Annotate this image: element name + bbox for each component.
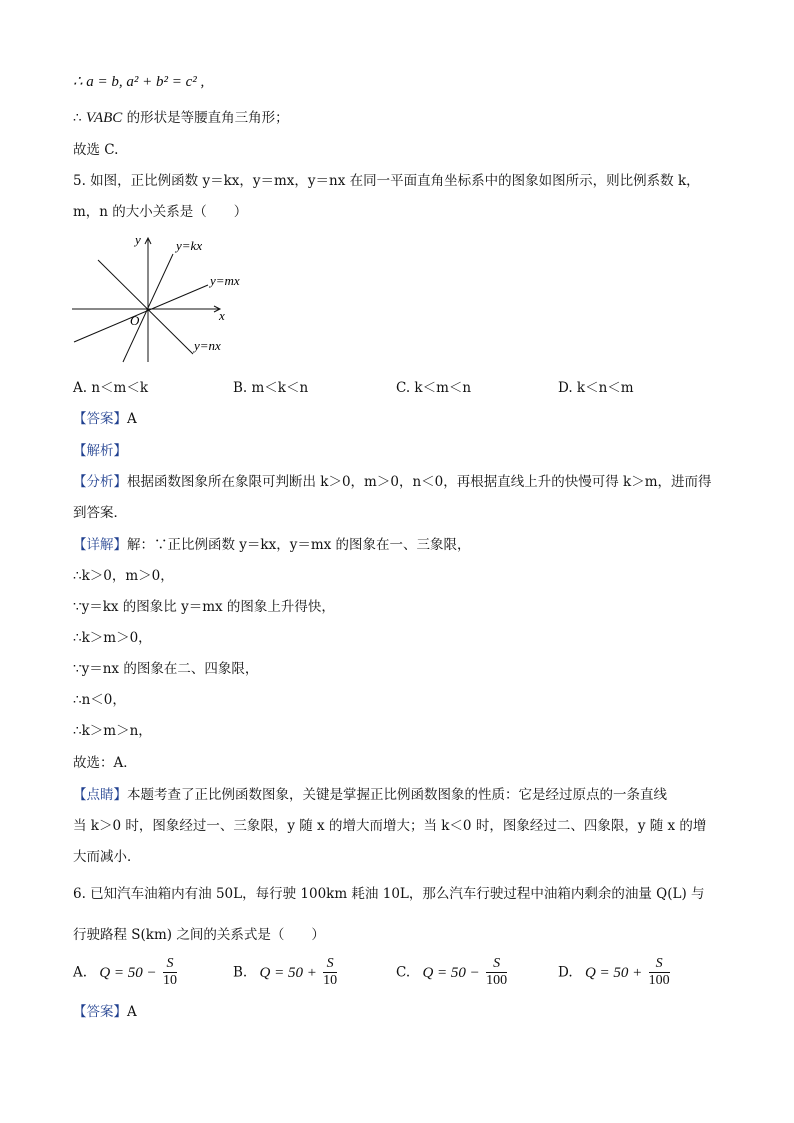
label-y-nx: y=nx [194,338,221,353]
q6-option-a[interactable] [73,956,177,989]
q5-graph [68,232,268,367]
origin-label: O [130,313,140,328]
triangle-shape-text: 的形状是等腰直角三角形； [122,110,289,126]
triangle-label: VABC [85,110,123,126]
label-y-mx: y=mx [210,273,240,288]
frac-denominator: 10 [162,973,177,988]
frac-numerator: S [323,956,337,973]
q6-options [73,956,723,996]
xiangjie-tag: 【详解】 [73,537,127,553]
q5-step-2: ∵y＝kx 的图象比 y＝mx 的图象上升得快， [73,599,335,615]
q5-xiangjie-line-1 [73,535,471,555]
q6-stem-line-2: 行驶路程 S(km) 之间的关系式是（ ） [73,927,325,943]
label-y-kx: y=kx [176,238,203,253]
q5-dianjing-line-3: 大而减小． [73,849,141,865]
q5-fenxi-line-1 [73,472,712,492]
frac-denominator: 100 [486,973,508,988]
q6-option-a-label: A. [73,964,88,981]
q6-option-b[interactable] [233,956,337,989]
frac-numerator: S [163,956,177,973]
frac-numerator: S [486,956,507,973]
q6-option-d-expr: Q = 50 + [584,964,643,981]
fenxi-tag: 【分析】 [73,474,127,490]
q5-step-4: ∵y＝nx 的图象在二、四象限， [73,661,259,677]
q5-fenxi-line-2: 到答案． [73,505,127,521]
dianjing-text-1: 本题考查了正比例函数图象，关键是掌握正比例函数图象的性质：它是经过原点的一条直线 [127,787,667,803]
q6-option-d-label: D. [558,964,573,981]
q6-option-c-label: C. [396,964,411,981]
q5-step-1: ∴k＞0，m＞0， [73,568,174,584]
q5-option-b[interactable]: B. m＜k＜n [233,380,309,396]
q6-option-d[interactable] [558,956,670,989]
therefore-symbol: ∴ [73,110,86,126]
answer-value: A [127,1004,137,1020]
line-nx [98,260,193,354]
q5-step-6: ∴k＞m＞n， [73,723,152,739]
q6-option-c-fraction [486,956,507,989]
dianjing-tag: 【点睛】 [73,787,127,803]
answer-tag: 【答案】 [73,1004,127,1020]
q6-option-a-fraction [163,956,177,989]
q5-option-d[interactable]: D. k＜n＜m [558,380,634,396]
q6-option-c-expr: Q = 50 − [422,964,480,981]
q6-option-d-fraction [649,956,670,989]
frac-denominator: 10 [323,973,338,988]
q5-stem-line-2: m，n 的大小关系是（ ） [73,204,248,220]
xiangjie-text-1: 解：∵正比例函数 y＝kx，y＝mx 的图象在一、三象限， [127,537,471,553]
q6-option-a-expr: Q = 50 − [99,964,157,981]
q6-option-b-fraction [323,956,337,989]
frac-numerator: S [649,956,670,973]
q5-stem-line-1: 5. 如图，正比例函数 y＝kx，y＝mx，y＝nx 在同一平面直角坐标系中的图象如图所示，则比例系数 k， [73,173,700,189]
q5-option-a[interactable]: A. n＜m＜k [73,380,149,396]
q5-dianjing-line-1 [73,785,667,805]
prev-solution-line-3: 故选 C. [73,142,119,158]
q5-step-3: ∴k＞m＞0， [73,630,152,646]
x-axis-label: x [219,308,225,323]
q6-option-b-label: B. [233,964,248,981]
q6-stem-line-1: 6. 已知汽车油箱内有油 50L，每行驶 100km 耗油 10L，那么汽车行驶过程中油箱内剩余的油量 Q(L) 与 [73,886,705,902]
prev-solution-line-2 [73,108,289,128]
q5-step-7: 故选：A． [73,755,137,771]
line-mx [74,285,208,342]
answer-value: A [127,411,137,427]
q5-option-c[interactable]: C. k＜m＜n [396,380,472,396]
q5-analysis-tag: 【解析】 [73,443,127,459]
q6-option-c[interactable] [396,956,507,989]
q5-step-5: ∴n＜0， [73,692,126,708]
y-axis-label: y [135,232,141,247]
answer-tag: 【答案】 [73,411,127,427]
prev-solution-line-1: ∴ a = b, a² + b² = c² , [73,74,205,90]
q6-answer [73,1002,137,1022]
q6-option-b-expr: Q = 50 + [259,964,317,981]
frac-denominator: 100 [648,973,670,988]
q5-answer [73,409,137,429]
q5-dianjing-line-2: 当 k＞0 时，图象经过一、三象限，y 随 x 的增大而增大；当 k＜0 时，图象经过二、四象限，y 随 x 的增 [73,818,707,834]
fenxi-text-1: 根据函数图象所在象限可判断出 k＞0，m＞0，n＜0，再根据直线上升的快慢可得 k＞m，进而得 [127,474,712,490]
